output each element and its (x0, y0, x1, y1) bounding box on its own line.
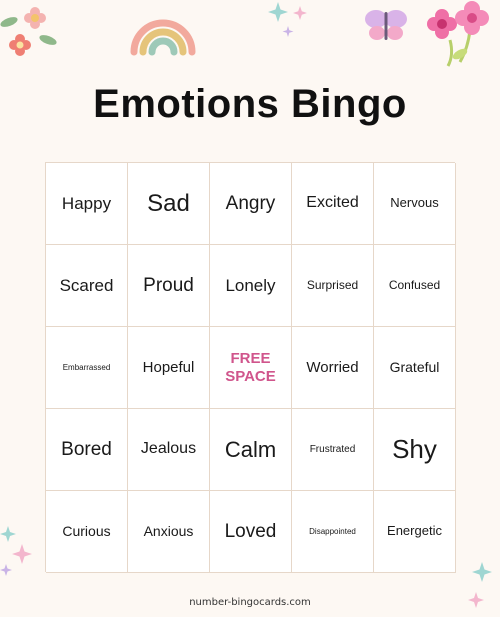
bingo-cell: Excited (292, 163, 374, 245)
free-space-cell: FREE SPACE (210, 327, 292, 409)
bingo-cell: Frustrated (292, 409, 374, 491)
bingo-cell: Nervous (374, 163, 456, 245)
bingo-cell: Surprised (292, 245, 374, 327)
bingo-cell: Hopeful (128, 327, 210, 409)
bingo-cell: Embarrassed (46, 327, 128, 409)
bingo-cell: Energetic (374, 491, 456, 573)
flowers-icon (420, 0, 500, 68)
bingo-cell: Confused (374, 245, 456, 327)
flower-icon (0, 0, 70, 70)
sparkle-icon (462, 560, 500, 617)
bingo-cell: Shy (374, 409, 456, 491)
bingo-cell: Disappointed (292, 491, 374, 573)
bingo-cell: Happy (46, 163, 128, 245)
bingo-cell: Bored (46, 409, 128, 491)
bingo-cell: Worried (292, 327, 374, 409)
bingo-cell: Sad (128, 163, 210, 245)
rainbow-icon (126, 6, 200, 56)
bingo-cell: Jealous (128, 409, 210, 491)
bingo-cell: Proud (128, 245, 210, 327)
bingo-cell: Angry (210, 163, 292, 245)
bingo-grid (45, 162, 455, 572)
bingo-cell: Calm (210, 409, 292, 491)
footer-website: number-bingocards.com (189, 597, 311, 608)
bingo-cell: Anxious (128, 491, 210, 573)
bingo-cell: Curious (46, 491, 128, 573)
sparkle-icon (0, 520, 40, 580)
bingo-cell: Lonely (210, 245, 292, 327)
sparkle-icon (266, 0, 316, 44)
page-title: Emotions Bingo (93, 82, 407, 126)
bingo-cell: Grateful (374, 327, 456, 409)
butterfly-icon (362, 6, 410, 44)
bingo-cell: Scared (46, 245, 128, 327)
bingo-cell: Loved (210, 491, 292, 573)
